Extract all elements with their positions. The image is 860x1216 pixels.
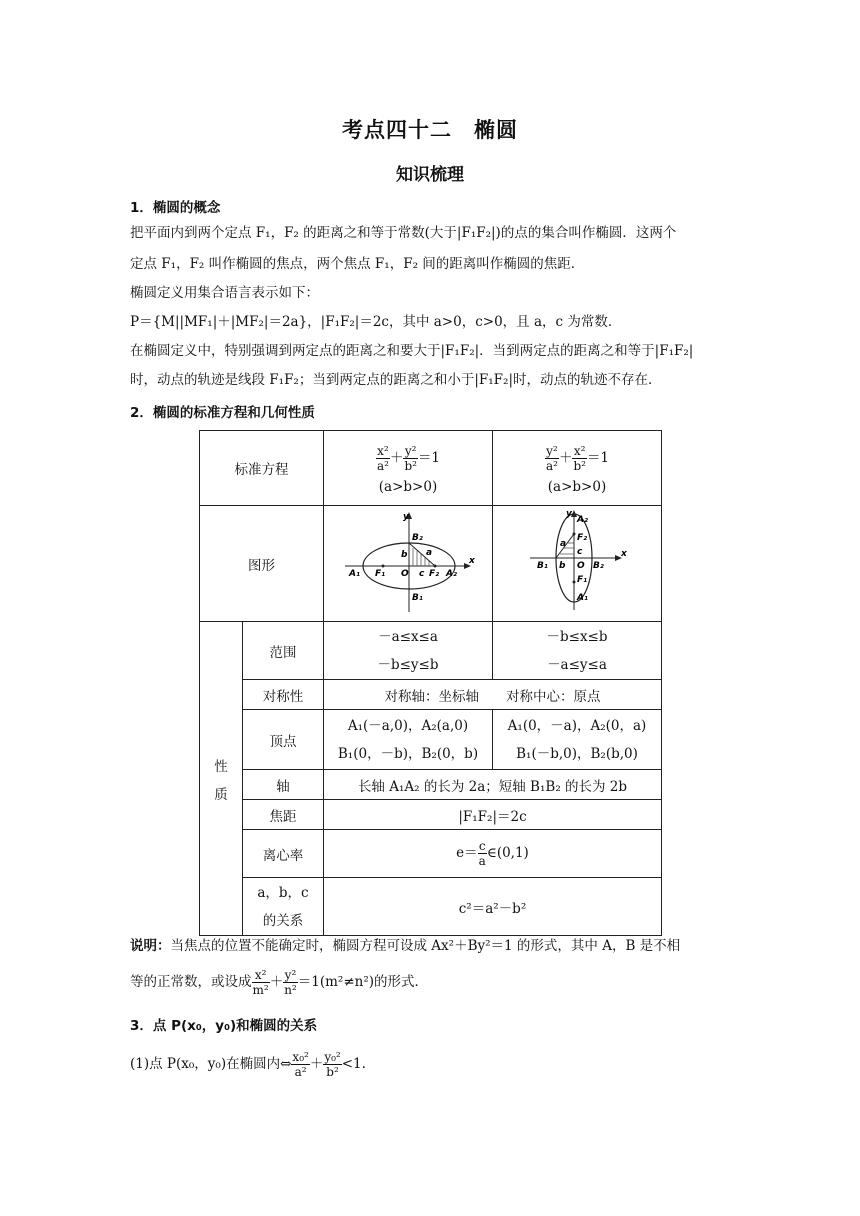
focal-value: |F₁F₂|＝2c: [324, 800, 662, 830]
ecc-prefix: e＝: [456, 845, 478, 861]
ecc-suffix: ∈(0,1): [486, 845, 529, 861]
prop-label-char: 性: [214, 758, 228, 775]
axis-label: 轴: [243, 770, 324, 800]
vertex-a: A₁(0，－a)，A₂(0，a): [507, 717, 647, 734]
axis-value: 长轴 A₁A₂ 的长为 2a；短轴 B₁B₂ 的长为 2b: [324, 770, 662, 800]
paragraph: 时，动点的轨迹是线段 F₁F₂；当到两定点的距离之和小于|F₁F₂|时，动点的轨迹不存在．: [130, 372, 662, 388]
eccentricity-label: 离心率: [243, 830, 324, 878]
fig-label: c: [418, 569, 424, 579]
fig-label: A₁: [576, 593, 588, 603]
ellipse-properties-table: [199, 430, 662, 936]
fraction: $\frac{\text{y²}}{\text{b²}}$: [404, 443, 417, 473]
fraction: $\frac{\text{x²}}{\text{b²}}$: [573, 443, 586, 473]
paragraph: (1)点 P(x₀，y₀)在椭圆内⇔ $\frac{\text{x₀²}}{\text{a²}}$ ＋ $\frac{\text{y₀²}}{\text{b²}}$ <1.: [130, 1050, 366, 1079]
note-text: 当焦点的位置不能确定时，椭圆方程可设成 Ax²＋By²＝1 的形式，其中 A，B 是不相: [170, 938, 681, 954]
symmetry-label: 对称性: [243, 680, 324, 710]
fig-label: A₁: [348, 569, 360, 579]
range-y: －b≤y≤b: [377, 656, 439, 673]
text: (1)点 P(x₀，y₀)在椭圆内⇔: [130, 1056, 292, 1072]
fraction: $\frac{\text{x²}}{\text{a²}}$: [376, 443, 389, 473]
fig-label: B₂: [592, 561, 604, 571]
properties-label: [200, 622, 243, 936]
horizontal-ellipse-figure: [325, 506, 492, 617]
vertex-b: B₁(0，－b)，B₂(0，b): [337, 745, 479, 762]
vertex-vertical: [493, 710, 662, 770]
vertical-ellipse-figure: [494, 506, 661, 617]
focal-label: 焦距: [243, 800, 324, 830]
fig-label: a: [425, 548, 432, 558]
fraction: $\frac{\text{y²}}{\text{a²}}$: [545, 443, 558, 473]
relation-label: [243, 878, 324, 936]
fraction: $\frac{\text{x²}}{\text{m²}}$: [252, 968, 269, 997]
note-label: 说明：: [130, 938, 171, 954]
fig-label: B₁: [536, 561, 548, 571]
vertex-horizontal: [324, 710, 493, 770]
fig-label: x: [468, 556, 475, 566]
fig-label: O: [400, 569, 409, 579]
page-title: 考点四十二 椭圆: [342, 118, 518, 142]
fig-label: b: [400, 550, 407, 560]
paragraph: 椭圆定义用集合语言表示如下：: [130, 285, 319, 301]
fraction: $\frac{\text{y²}}{\text{n²}}$: [284, 968, 297, 997]
range-x: －b≤x≤b: [546, 628, 608, 645]
rel-label-line: 的关系: [262, 912, 304, 929]
section-2-heading: 2．椭圆的标准方程和几何性质: [130, 405, 315, 421]
section-subtitle: 知识梳理: [396, 165, 464, 185]
section-3-heading: 3．点 P(x₀，y₀)和椭圆的关系: [130, 1018, 318, 1034]
fraction: $\frac{c}{a}$: [478, 839, 486, 868]
paragraph: 定点 F₁，F₂ 叫作椭圆的焦点，两个焦点 F₁，F₂ 间的距离叫作椭圆的焦距．: [130, 256, 585, 272]
text: <1.: [341, 1056, 366, 1072]
range-x: －a≤x≤a: [378, 628, 438, 645]
fig-label: O: [576, 561, 585, 571]
paragraph: 在椭圆定义中，特别强调到两定点的距离之和要大于|F₁F₂|．当到两定点的距离之和等于|F₁F₂|: [130, 343, 694, 359]
fig-label: B₁: [411, 593, 423, 603]
fig-label: y: [565, 509, 572, 519]
std-eq-label: 标准方程: [200, 431, 324, 506]
section-1-heading: 1．椭圆的概念: [130, 200, 221, 216]
vertex-b: B₁(－b,0)，B₂(b,0): [516, 745, 638, 762]
prop-label-char: 质: [214, 786, 228, 803]
fig-label: y: [402, 512, 409, 522]
figure-label: 图形: [200, 506, 324, 622]
rel-label-line: a，b，c: [257, 884, 309, 901]
fig-label: a: [559, 539, 566, 549]
fig-label: x: [620, 549, 627, 559]
paragraph: 把平面内到两个定点 F₁，F₂ 的距离之和等于常数(大于|F₁F₂|)的点的集合叫作椭圆．这两个: [130, 225, 677, 241]
vertex-a: A₁(－a,0)，A₂(a,0): [347, 717, 469, 734]
fig-label: c: [576, 547, 582, 557]
fraction: $\frac{\text{x₀²}}{\text{a²}}$: [292, 1050, 309, 1079]
fraction: $\frac{\text{y₀²}}{\text{b²}}$: [324, 1050, 341, 1079]
range-label: 范围: [243, 622, 324, 680]
fig-label: F₁: [374, 569, 385, 579]
fig-label: F₁: [576, 575, 587, 585]
std-eq-horizontal: $\frac{\text{x²}}{\text{a²}}$ ＋ $\frac{\text{y²}}{\text{b²}}$ ＝1 (a>b>0): [324, 431, 493, 506]
figure-horizontal-cell: [324, 506, 493, 622]
std-eq-vertical: $\frac{\text{y²}}{\text{a²}}$ ＋ $\frac{\text{x²}}{\text{b²}}$ ＝1 (a>b>0): [493, 431, 662, 506]
fig-label: b: [558, 561, 565, 571]
fig-label: A₂: [445, 569, 457, 579]
relation-value: c²＝a²－b²: [324, 878, 662, 936]
figure-vertical-cell: [493, 506, 662, 622]
fig-label: B₂: [411, 533, 423, 543]
note-line-2: 等的正常数，或设成 $\frac{\text{x²}}{\text{m²}}$ ＋ $\frac{\text{y²}}{\text{n²}}$ ＝1(m²≠n²)的形式．: [130, 968, 429, 997]
note-line-1: [130, 936, 730, 956]
note-text: 等的正常数，或设成: [130, 974, 252, 990]
range-horizontal: [324, 622, 493, 680]
symmetry-value: 对称轴：坐标轴 对称中心：原点: [324, 680, 662, 710]
range-vertical: [493, 622, 662, 680]
fig-label: F₂: [576, 533, 587, 543]
note-text: ＝1(m²≠n²)的形式．: [297, 974, 429, 990]
condition: (a>b>0): [547, 478, 607, 495]
vertex-label: 顶点: [243, 710, 324, 770]
fig-label: A₂: [576, 515, 588, 525]
condition: (a>b>0): [378, 478, 438, 495]
fig-label: F₂: [428, 569, 439, 579]
paragraph: P＝{M||MF₁|＋|MF₂|＝2a}，|F₁F₂|＝2c，其中 a>0，c>0，且 a，c 为常数．: [130, 314, 622, 330]
range-y: －a≤y≤a: [547, 656, 607, 673]
eccentricity-value: [324, 830, 662, 878]
